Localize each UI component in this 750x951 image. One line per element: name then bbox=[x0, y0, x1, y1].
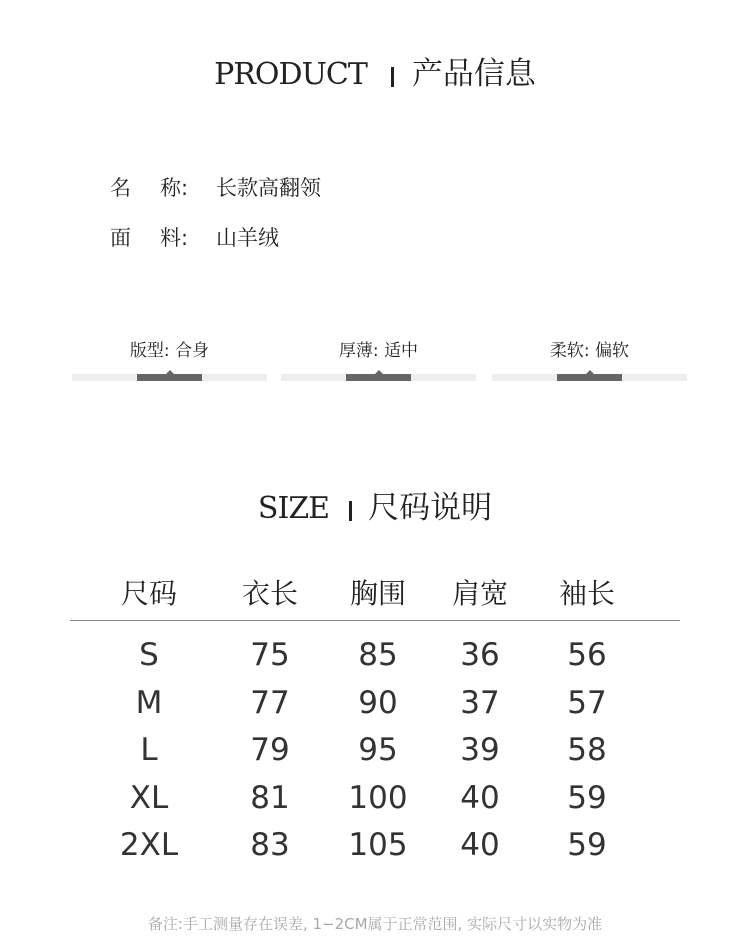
table-row bbox=[70, 629, 680, 677]
cell-size: L bbox=[140, 732, 158, 768]
size-table-body bbox=[70, 621, 680, 867]
cell-shoulder: 37 bbox=[460, 684, 500, 721]
attribute-thickness bbox=[281, 336, 476, 360]
attribute-value: 偏软 bbox=[595, 341, 630, 361]
attribute-softness bbox=[492, 336, 687, 360]
cell-length: 75 bbox=[250, 637, 290, 673]
attribute-label: 柔软: bbox=[549, 341, 590, 361]
cell-sleeve: 58 bbox=[567, 732, 607, 768]
attribute-scale-indicator bbox=[137, 374, 202, 381]
product-title-en: PRODUCT bbox=[214, 57, 367, 92]
attribute-scale-indicator bbox=[557, 374, 622, 381]
info-value-fabric: 山羊绒 bbox=[216, 226, 279, 250]
attribute-scale-pointer bbox=[586, 370, 594, 374]
header-size: 尺码 bbox=[120, 577, 177, 610]
cell-chest: 85 bbox=[358, 637, 398, 673]
cell-chest: 105 bbox=[348, 827, 408, 863]
attribute-scale-track bbox=[492, 374, 687, 381]
product-title-zh: 产品信息 bbox=[411, 56, 536, 92]
cell-chest: 100 bbox=[348, 779, 408, 816]
header-shoulder: 肩宽 bbox=[451, 577, 508, 610]
cell-size: S bbox=[139, 637, 159, 673]
info-value-name: 长款高翻领 bbox=[216, 176, 321, 200]
table-row bbox=[70, 724, 680, 772]
info-label: 名 bbox=[110, 176, 131, 200]
cell-length: 77 bbox=[250, 684, 290, 721]
size-title-en: SIZE bbox=[257, 491, 330, 526]
attribute-scale-track bbox=[281, 374, 476, 381]
table-row bbox=[70, 772, 680, 820]
title-divider bbox=[349, 501, 352, 521]
cell-shoulder: 36 bbox=[460, 637, 500, 673]
info-row-fabric bbox=[110, 222, 279, 252]
cell-shoulder: 40 bbox=[460, 779, 500, 816]
attribute-scale-indicator bbox=[346, 374, 411, 381]
cell-sleeve: 59 bbox=[567, 779, 607, 816]
cell-length: 79 bbox=[250, 732, 290, 768]
attribute-scale-pointer bbox=[166, 370, 174, 374]
attribute-value: 适中 bbox=[384, 341, 419, 361]
attribute-fit bbox=[72, 336, 267, 360]
cell-shoulder: 39 bbox=[460, 732, 500, 768]
size-table-header bbox=[70, 568, 680, 621]
cell-sleeve: 57 bbox=[567, 684, 607, 721]
attribute-scale-track bbox=[72, 374, 267, 381]
cell-chest: 90 bbox=[358, 684, 398, 721]
attribute-label: 版型: bbox=[129, 341, 170, 361]
cell-size: M bbox=[135, 684, 163, 721]
size-section-title bbox=[0, 482, 750, 527]
header-chest: 胸围 bbox=[349, 577, 406, 610]
cell-size: XL bbox=[129, 779, 169, 816]
cell-sleeve: 56 bbox=[567, 637, 607, 673]
attribute-scale-pointer bbox=[375, 370, 383, 374]
attribute-label: 厚薄: bbox=[338, 341, 379, 361]
header-sleeve: 袖长 bbox=[558, 577, 615, 610]
attribute-text bbox=[281, 336, 476, 360]
table-row bbox=[70, 677, 680, 725]
attribute-value: 合身 bbox=[175, 341, 210, 361]
size-table bbox=[70, 568, 680, 867]
cell-chest: 95 bbox=[358, 732, 398, 768]
info-row-name bbox=[110, 172, 321, 202]
cell-length: 81 bbox=[250, 779, 290, 816]
info-label: 面 bbox=[110, 226, 131, 250]
attribute-text bbox=[492, 336, 687, 360]
info-label: 料: bbox=[160, 226, 189, 250]
attribute-text bbox=[72, 336, 267, 360]
product-section-title bbox=[0, 48, 750, 93]
cell-length: 83 bbox=[250, 827, 290, 863]
measurement-note: 备注:手工测量存在误差, 1−2CM属于正常范围, 实际尺寸以实物为准 bbox=[147, 915, 603, 933]
title-divider bbox=[391, 67, 394, 87]
cell-sleeve: 59 bbox=[567, 827, 607, 863]
size-title-zh: 尺码说明 bbox=[368, 490, 493, 526]
cell-shoulder: 40 bbox=[460, 827, 500, 863]
header-length: 衣长 bbox=[241, 577, 298, 610]
cell-size: 2XL bbox=[119, 827, 179, 863]
info-label: 称: bbox=[160, 176, 189, 200]
table-row bbox=[70, 819, 680, 867]
